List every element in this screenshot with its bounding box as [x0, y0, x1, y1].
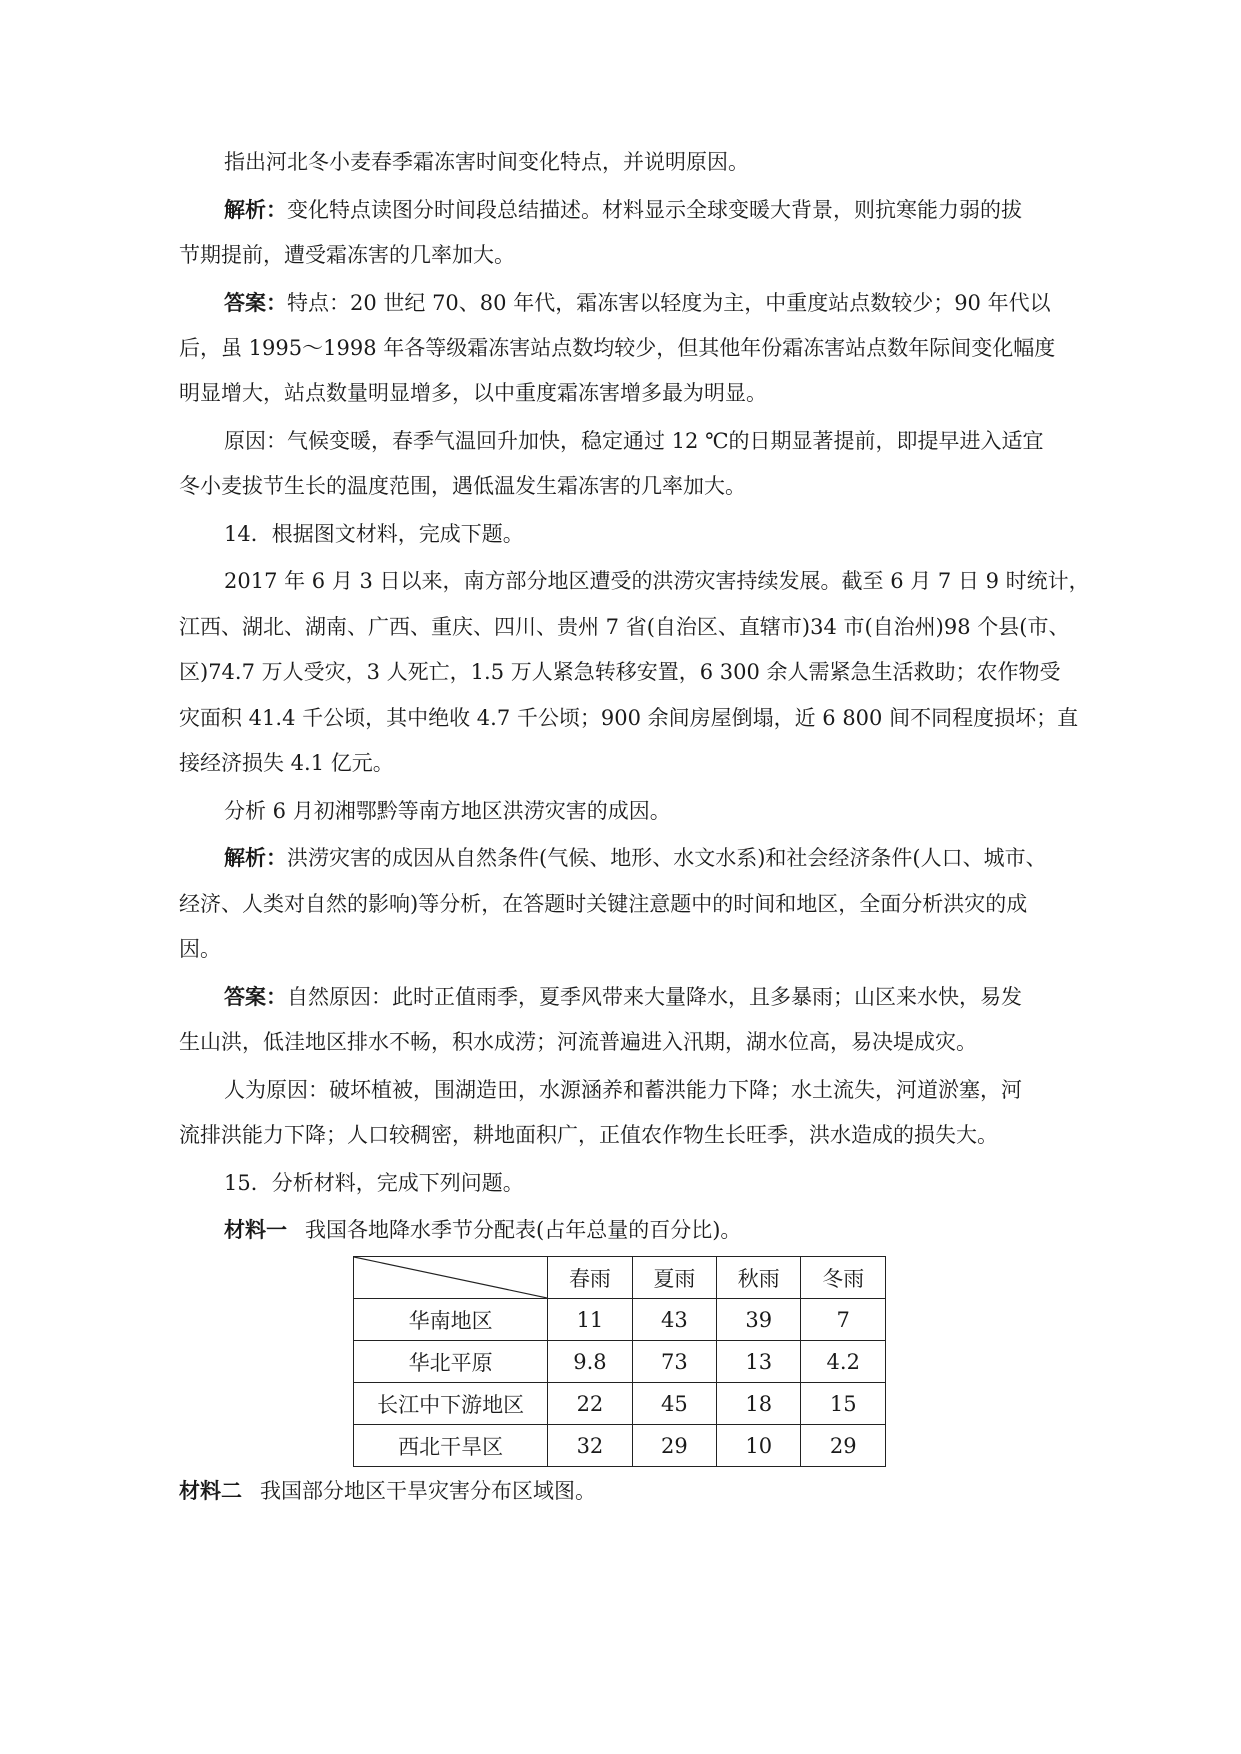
table-header-cell: 冬雨 [801, 1257, 886, 1299]
value-cell: 7 [801, 1299, 886, 1341]
table-header-row [354, 1257, 886, 1299]
value-cell: 29 [632, 1425, 716, 1467]
paragraph-line: 原因：气候变暖，春季气温回升加快，稳定通过 12 ℃的日期显著提前，即提早进入适宜 [224, 429, 1044, 453]
value-cell: 15 [801, 1383, 886, 1425]
precipitation-table [353, 1256, 886, 1467]
table-header-cell: 秋雨 [717, 1257, 801, 1299]
material-line [179, 1476, 1059, 1506]
region-cell: 长江中下游地区 [354, 1383, 548, 1425]
table-header-cell: 春雨 [548, 1257, 632, 1299]
material-line [224, 1215, 1104, 1245]
value-cell: 22 [548, 1383, 632, 1425]
answer-label: 答案： [224, 985, 287, 1009]
analysis-text: 洪涝灾害的成因从自然条件(气候、地形、水文水系)和社会经济条件(人口、城市、 [287, 846, 1047, 870]
answer-line [224, 288, 1104, 318]
value-cell: 9.8 [548, 1341, 632, 1383]
material-label: 材料二 [179, 1479, 242, 1503]
paragraph-line: 分析 6 月初湘鄂黔等南方地区洪涝灾害的成因。 [224, 799, 671, 823]
value-cell: 32 [548, 1425, 632, 1467]
answer-text: 特点：20 世纪 70、80 年代，霜冻害以轻度为主，中重度站点数较少；90 年代以 [287, 291, 1051, 315]
table-row [354, 1425, 886, 1467]
paragraph-line: 生山洪，低洼地区排水不畅，积水成涝；河流普遍进入汛期，湖水位高，易决堤成灾。 [179, 1030, 977, 1054]
value-cell: 11 [548, 1299, 632, 1341]
material-text: 我国各地降水季节分配表(占年总量的百分比)。 [305, 1218, 742, 1242]
paragraph-line: 冬小麦拔节生长的温度范围，遇低温发生霜冻害的几率加大。 [179, 474, 746, 498]
paragraph-line: 指出河北冬小麦春季霜冻害时间变化特点，并说明原因。 [224, 150, 749, 174]
value-cell: 10 [717, 1425, 801, 1467]
answer-text: 自然原因：此时正值雨季，夏季风带来大量降水，且多暴雨；山区来水快，易发 [287, 985, 1022, 1009]
table-row [354, 1341, 886, 1383]
paragraph-line: 灾面积 41.4 千公顷，其中绝收 4.7 千公顷；900 余间房屋倒塌，近 6 800 间不同程度损坏；直 [179, 706, 1079, 730]
value-cell: 18 [717, 1383, 801, 1425]
region-cell: 华北平原 [354, 1341, 548, 1383]
paragraph-line: 2017 年 6 月 3 日以来，南方部分地区遭受的洪涝灾害持续发展。截至 6 月 7 日 9 时统计， [224, 569, 1090, 593]
region-cell: 华南地区 [354, 1299, 548, 1341]
paragraph-line: 后，虽 1995～1998 年各等级霜冻害站点数均较少，但其他年份霜冻害站点数年际间变化幅度 [179, 336, 1056, 360]
material-text: 我国部分地区干旱灾害分布区域图。 [260, 1479, 596, 1503]
analysis-label: 解析： [224, 846, 287, 870]
value-cell: 43 [632, 1299, 716, 1341]
material-label: 材料一 [224, 1218, 287, 1242]
paragraph-line: 节期提前，遭受霜冻害的几率加大。 [179, 243, 515, 267]
answer-line [224, 982, 1104, 1012]
paragraph-line: 经济、人类对自然的影响)等分析，在答题时关键注意题中的时间和地区，全面分析洪灾的成 [179, 892, 1028, 916]
table-row [354, 1383, 886, 1425]
value-cell: 73 [632, 1341, 716, 1383]
question-heading: 15．分析材料，完成下列问题。 [224, 1171, 524, 1195]
analysis-label: 解析： [224, 198, 287, 222]
value-cell: 13 [717, 1341, 801, 1383]
paragraph-line: 区)74.7 万人受灾，3 人死亡，1.5 万人紧急转移安置，6 300 余人需紧急生活救助；农作物受 [179, 660, 1061, 684]
paragraph-line: 因。 [179, 937, 221, 961]
value-cell: 4.2 [801, 1341, 886, 1383]
paragraph-line: 明显增大，站点数量明显增多，以中重度霜冻害增多最为明显。 [179, 381, 767, 405]
table-corner-cell [354, 1257, 548, 1299]
region-cell: 西北干旱区 [354, 1425, 548, 1467]
table-header-cell: 夏雨 [632, 1257, 716, 1299]
value-cell: 45 [632, 1383, 716, 1425]
table-row [354, 1299, 886, 1341]
diagonal-line [354, 1257, 547, 1298]
question-heading: 14．根据图文材料，完成下题。 [224, 522, 524, 546]
analysis-line [224, 843, 1104, 873]
paragraph-line: 人为原因：破坏植被，围湖造田，水源涵养和蓄洪能力下降；水土流失，河道淤塞，河 [224, 1078, 1022, 1102]
answer-label: 答案： [224, 291, 287, 315]
paragraph-line: 江西、湖北、湖南、广西、重庆、四川、贵州 7 省(自治区、直辖市)34 市(自治州)98 个县(市、 [179, 615, 1070, 639]
value-cell: 29 [801, 1425, 886, 1467]
paragraph-line: 接经济损失 4.1 亿元。 [179, 751, 394, 775]
analysis-text: 变化特点读图分时间段总结描述。材料显示全球变暖大背景，则抗寒能力弱的拔 [287, 198, 1022, 222]
paragraph-line: 流排洪能力下降；人口较稠密，耕地面积广，正值农作物生长旺季，洪水造成的损失大。 [179, 1123, 998, 1147]
value-cell: 39 [717, 1299, 801, 1341]
analysis-line [224, 195, 1104, 225]
